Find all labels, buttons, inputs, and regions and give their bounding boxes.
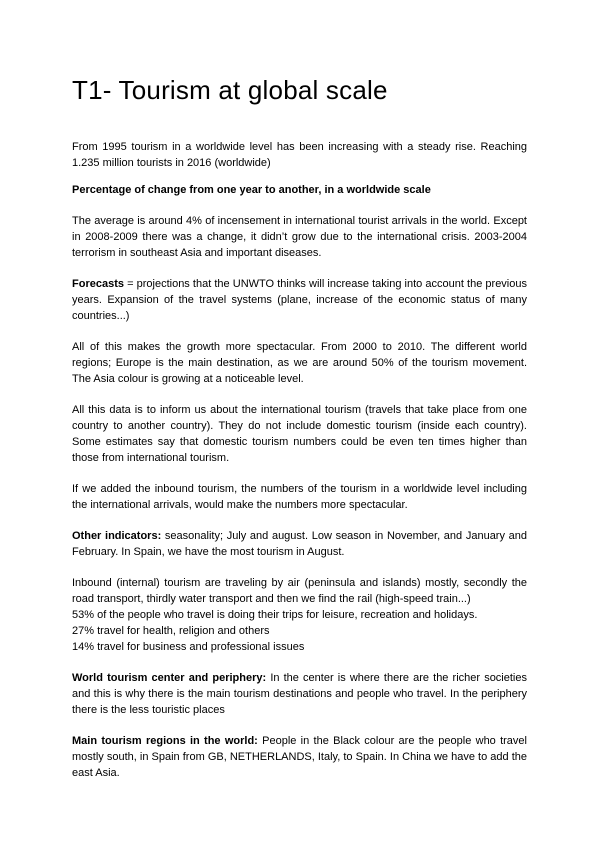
growth-paragraph: All of this makes the growth more spectacular. From 2000 to 2010. The different world regions; Europe is the main destination, as we are around 50% of the tourism movement. The Asia colour is growing at a noticeable level. — [72, 341, 527, 385]
average-paragraph: The average is around 4% of incensement in international tourist arrivals in the world. Except in 2008-2009 there was a change, it didn’t grow due to the international crisis. 2003-2004 terrorism in southeast Asia and important diseases. — [72, 215, 527, 259]
intro-paragraph: From 1995 tourism in a worldwide level has been increasing with a steady rise. Reaching 1.235 million tourists in 2016 (worldwide) — [72, 141, 527, 169]
stat-line: 14% travel for business and professional issues — [72, 641, 305, 653]
forecasts-label: Forecasts — [72, 278, 124, 290]
forecasts-text: = projections that the UNWTO thinks will increase taking into account the previous years. Expansion of the travel systems (plane, increase of the economic status of many countries...) — [72, 278, 527, 322]
stat-line: 27% travel for health, religion and others — [72, 625, 270, 637]
center-periphery-text: In the center is where there are the richer societies and this is why there is the main tourism destinations and people who travel. In the periphery there is the less touristic places — [72, 672, 527, 716]
main-regions-label: Main tourism regions in the world: — [72, 735, 258, 747]
forecasts-paragraph — [72, 276, 527, 324]
main-regions-paragraph — [72, 733, 527, 781]
inbound-internal-paragraph: Inbound (internal) tourism are traveling by air (peninsula and islands) mostly, secondly the road transport, thirdly water transport and then we find the rail (high-speed train...) — [72, 577, 527, 605]
page-title: T1- Tourism at global scale — [72, 75, 388, 105]
other-indicators-paragraph — [72, 528, 527, 560]
domestic-paragraph: All this data is to inform us about the international tourism (travels that take place from one country to another country). They do not include domestic tourism (inside each country). Some estimates say that domestic tourism numbers could be even ten times higher than those from international tourism. — [72, 404, 527, 464]
center-periphery-paragraph — [72, 670, 527, 718]
inbound-paragraph: If we added the inbound tourism, the numbers of the tourism in a worldwide level including the international arrivals, would make the numbers more spectacular. — [72, 483, 527, 511]
section-heading-change: Percentage of change from one year to another, in a worldwide scale — [72, 184, 431, 196]
document-body — [72, 139, 527, 781]
other-indicators-label: Other indicators: — [72, 530, 162, 542]
main-regions-text: People in the Black colour are the people who travel mostly south, in Spain from GB, NETHERLANDS, Italy, to Spain. In China we have to add the east Asia. — [72, 735, 527, 779]
center-periphery-label: World tourism center and periphery: — [72, 672, 267, 684]
stat-line: 53% of the people who travel is doing their trips for leisure, recreation and holidays. — [72, 609, 478, 621]
other-indicators-text: seasonality; July and august. Low season in November, and January and February. In Spain, we have the most tourism in August. — [72, 530, 527, 558]
